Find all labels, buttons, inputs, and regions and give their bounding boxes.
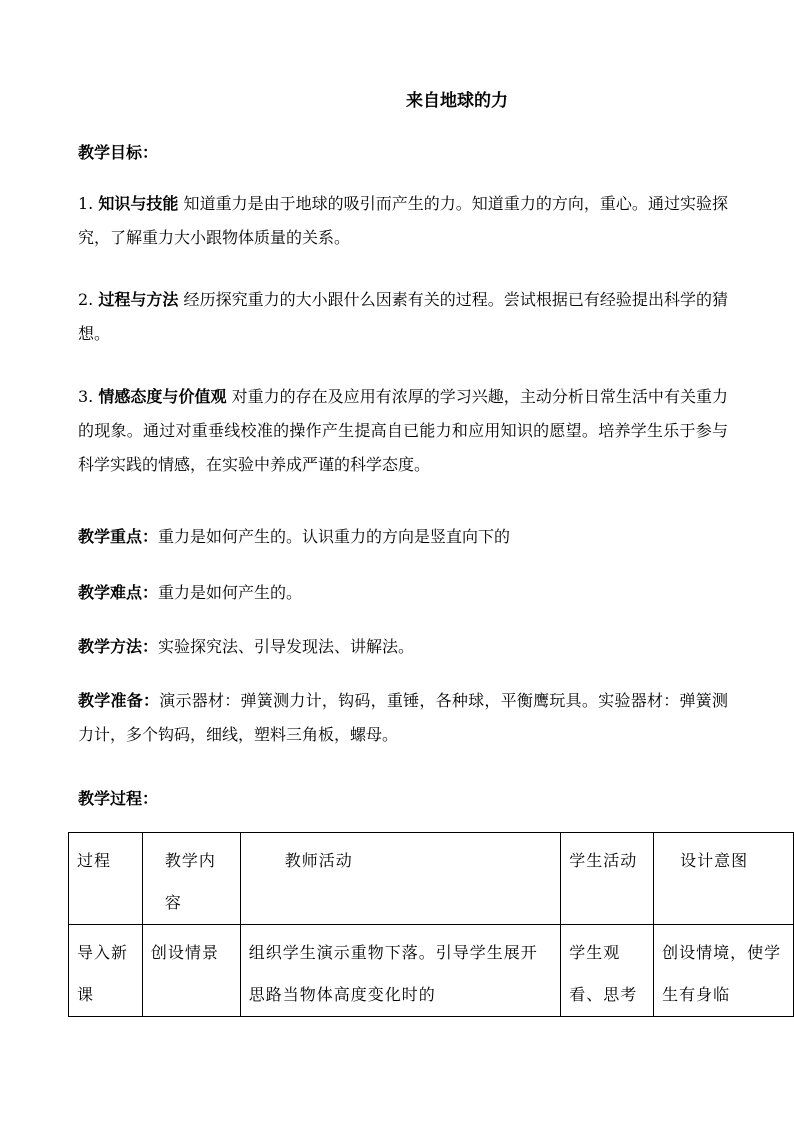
difficulty xyxy=(78,576,728,610)
table-header-cell: 学生活动 xyxy=(561,833,654,925)
objective-label: 情感态度与价值观 xyxy=(98,387,227,406)
preparation-text: 演示器材：弹簧测力计，钩码，重锤，各种球，平衡鹰玩具。实验器材：弹簧测力计，多个钩码，细线，塑料三角板，螺母。 xyxy=(78,691,728,744)
process-table xyxy=(68,832,794,1017)
preparation xyxy=(78,684,728,752)
methods xyxy=(78,630,728,664)
table-header-cell: 教师活动 xyxy=(240,833,560,925)
objective-knowledge xyxy=(78,187,728,255)
key-point-label: 教学重点： xyxy=(78,527,159,546)
objective-text: 对重力的存在及应用有浓厚的学习兴趣，主动分析日常生活中有关重力的现象。通过对重垂线校准的操作产生提高自已能力和应用知识的愿望。培养学生乐于参与科学实践的情感，在实验中养成严谨的科学态度。 xyxy=(78,387,728,474)
table-cell: 学生观看、思考 xyxy=(561,925,654,1017)
objective-number: 2. xyxy=(78,290,99,309)
objective-text: 经历探究重力的大小跟什么因素有关的过程。尝试根据已有经验提出科学的猜想。 xyxy=(78,290,728,343)
table-cell: 组织学生演示重物下落。引导学生展开思路当物体高度变化时的 xyxy=(240,925,560,1017)
table-header-cell: 设计意图 xyxy=(654,833,794,925)
objective-number: 3. xyxy=(78,387,99,406)
objective-label: 知识与技能 xyxy=(98,194,179,213)
table-header-cell: 教学内容 xyxy=(142,833,240,925)
objective-text: 知道重力是由于地球的吸引而产生的力。知道重力的方向，重心。通过实验探究，了解重力大小跟物体质量的关系。 xyxy=(78,194,728,247)
difficulty-text: 重力是如何产生的。 xyxy=(158,583,303,602)
objective-attitude xyxy=(78,380,728,482)
table-row xyxy=(69,925,794,1017)
methods-label: 教学方法： xyxy=(78,637,159,656)
objective-label: 过程与方法 xyxy=(98,290,179,309)
objective-number: 1. xyxy=(78,194,99,213)
table-cell: 导入新课 xyxy=(69,925,143,1017)
key-point-text: 重力是如何产生的。认识重力的方向是竖直向下的 xyxy=(158,527,511,546)
key-point xyxy=(78,520,728,554)
preparation-label: 教学准备： xyxy=(78,691,160,710)
document-title: 来自地球的力 xyxy=(406,91,508,111)
table-cell: 创设情景 xyxy=(142,925,240,1017)
table-header-cell: 过程 xyxy=(69,833,143,925)
table-cell: 创设情境，使学生有身临 xyxy=(654,925,794,1017)
objective-process xyxy=(78,283,728,351)
objectives-heading: 教学目标： xyxy=(78,143,159,162)
methods-text: 实验探究法、引导发现法、讲解法。 xyxy=(158,637,415,656)
process-heading: 教学过程： xyxy=(78,789,159,808)
difficulty-label: 教学难点： xyxy=(78,583,159,602)
table-header-row xyxy=(69,833,794,925)
